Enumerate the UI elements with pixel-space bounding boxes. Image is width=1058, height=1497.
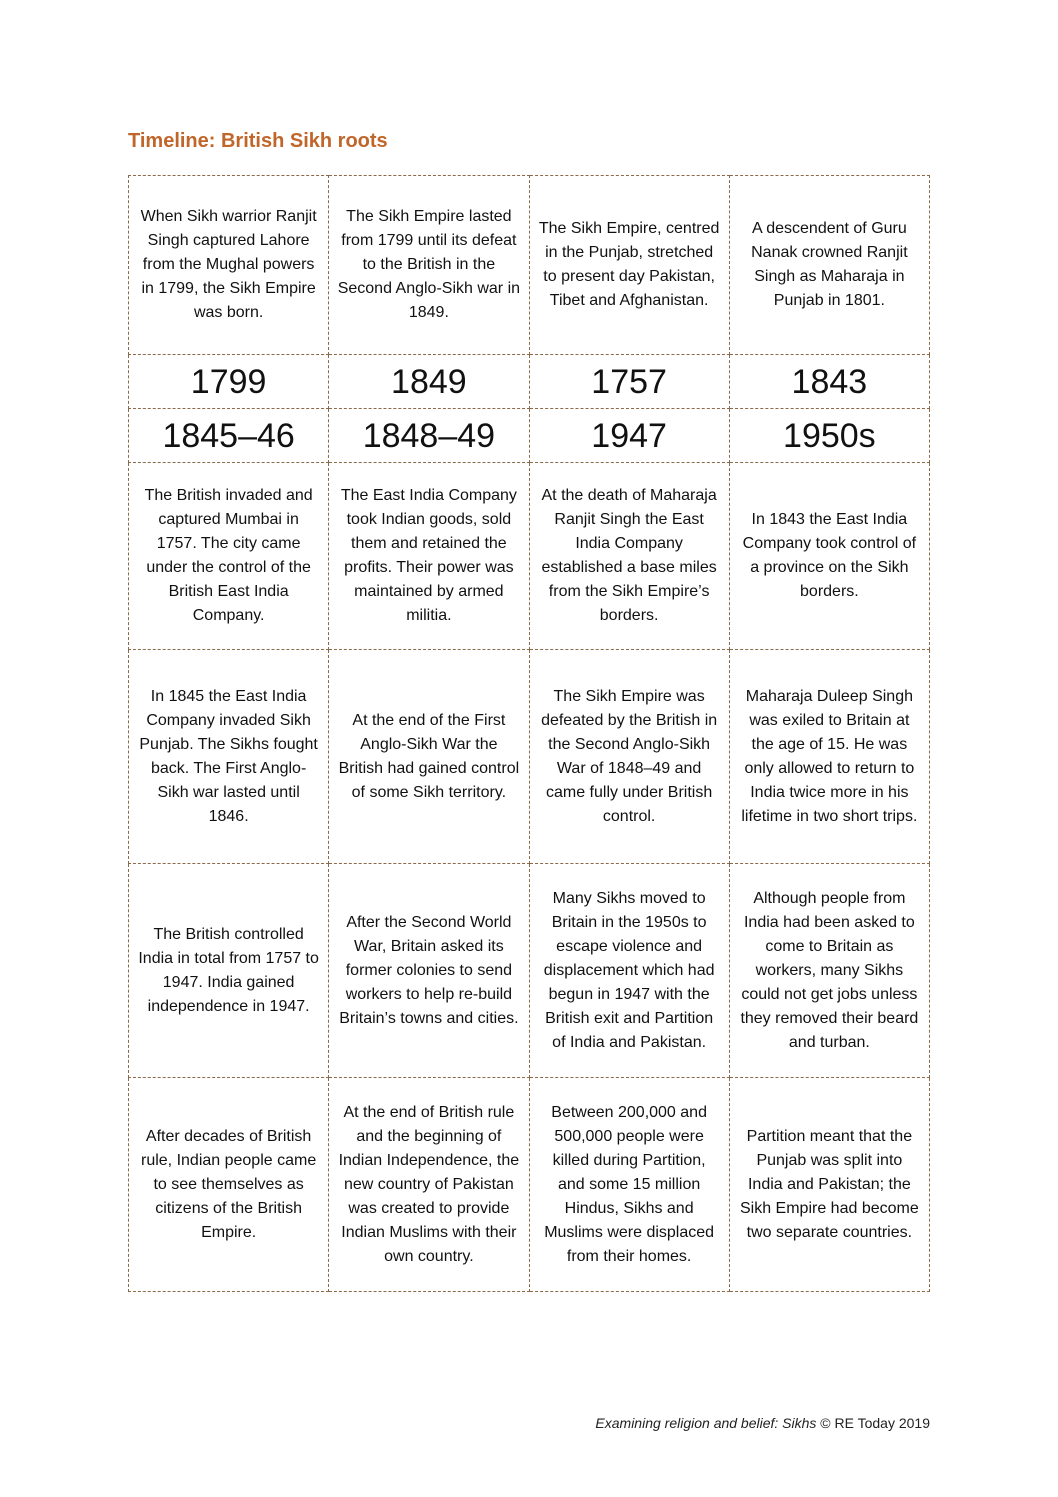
event-card: At the death of Maharaja Ranjit Singh the East India Company established a base miles from the Sikh Empire’s borders. — [529, 463, 729, 650]
card-row — [129, 650, 930, 864]
year-card: 1947 — [529, 409, 729, 463]
event-card: In 1845 the East India Company invaded Sikh Punjab. The Sikhs fought back. The First Anglo-Sikh war lasted until 1846. — [129, 650, 329, 864]
event-card: Many Sikhs moved to Britain in the 1950s to escape violence and displacement which had begun in 1947 with the British exit and Partition of India and Pakistan. — [529, 864, 729, 1078]
year-row — [129, 355, 930, 409]
year-card: 1845–46 — [129, 409, 329, 463]
card-row — [129, 463, 930, 650]
year-card: 1849 — [329, 355, 529, 409]
footer-copyright: © RE Today 2019 — [816, 1415, 930, 1431]
event-card: Between 200,000 and 500,000 people were killed during Partition, and some 15 million Hindus, Sikhs and Muslims were displaced from their homes. — [529, 1078, 729, 1292]
event-card: The Sikh Empire, centred in the Punjab, stretched to present day Pakistan, Tibet and Afghanistan. — [529, 176, 729, 355]
card-row — [129, 1078, 930, 1292]
copyright-footer — [595, 1415, 930, 1431]
event-card: Although people from India had been asked to come to Britain as workers, many Sikhs could not get jobs unless they removed their beard and turban. — [729, 864, 929, 1078]
event-card: The Sikh Empire was defeated by the British in the Second Anglo-Sikh War of 1848–49 and came fully under British control. — [529, 650, 729, 864]
event-card: The British invaded and captured Mumbai in 1757. The city came under the control of the British East India Company. — [129, 463, 329, 650]
page-title: Timeline: British Sikh roots — [128, 130, 388, 152]
event-card: In 1843 the East India Company took control of a province on the Sikh borders. — [729, 463, 929, 650]
card-row — [129, 176, 930, 355]
event-card: At the end of British rule and the beginning of Indian Independence, the new country of Pakistan was created to provide Indian Muslims with their own country. — [329, 1078, 529, 1292]
timeline-card-grid — [128, 175, 930, 1292]
year-card: 1950s — [729, 409, 929, 463]
event-card: The East India Company took Indian goods, sold them and retained the profits. Their power was maintained by armed militia. — [329, 463, 529, 650]
event-card: The British controlled India in total from 1757 to 1947. India gained independence in 1947. — [129, 864, 329, 1078]
event-card: The Sikh Empire lasted from 1799 until its defeat to the British in the Second Anglo-Sikh war in 1849. — [329, 176, 529, 355]
year-card: 1757 — [529, 355, 729, 409]
event-card: A descendent of Guru Nanak crowned Ranjit Singh as Maharaja in Punjab in 1801. — [729, 176, 929, 355]
year-card: 1799 — [129, 355, 329, 409]
event-card: After the Second World War, Britain asked its former colonies to send workers to help re-build Britain’s towns and cities. — [329, 864, 529, 1078]
event-card: When Sikh warrior Ranjit Singh captured Lahore from the Mughal powers in 1799, the Sikh Empire was born. — [129, 176, 329, 355]
event-card: After decades of British rule, Indian people came to see themselves as citizens of the British Empire. — [129, 1078, 329, 1292]
event-card: Maharaja Duleep Singh was exiled to Britain at the age of 15. He was only allowed to return to India twice more in his lifetime in two short trips. — [729, 650, 929, 864]
year-card: 1848–49 — [329, 409, 529, 463]
year-card: 1843 — [729, 355, 929, 409]
card-row — [129, 864, 930, 1078]
event-card: At the end of the First Anglo-Sikh War the British had gained control of some Sikh territory. — [329, 650, 529, 864]
event-card: Partition meant that the Punjab was split into India and Pakistan; the Sikh Empire had become two separate countries. — [729, 1078, 929, 1292]
year-row — [129, 409, 930, 463]
footer-publication: Examining religion and belief: Sikhs — [595, 1415, 817, 1431]
